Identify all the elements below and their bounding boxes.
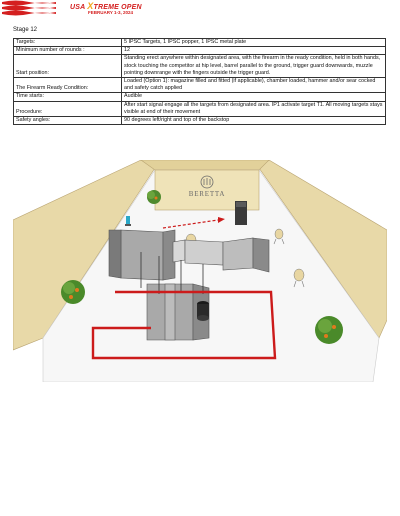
info-value: After start signal engage all the targets from designated area. IP1 activate target T1. All moving targets stays visible at end of their movement xyxy=(122,101,386,116)
info-label: The Firearm Ready Condition: xyxy=(14,78,122,93)
stage-title: Stage 12 xyxy=(13,27,38,33)
info-label: Procedure: xyxy=(14,101,122,116)
info-label: Targets: xyxy=(14,39,122,47)
stage-info-table xyxy=(13,38,386,125)
info-row xyxy=(14,78,386,93)
info-value: 5 IPSC Targets, 1 IPSC popper, 1 IPSC metal plate xyxy=(122,39,386,47)
backstop-wall xyxy=(141,160,269,170)
tree-right-icon xyxy=(315,316,343,344)
info-row xyxy=(14,55,386,78)
info-row xyxy=(14,39,386,47)
info-row xyxy=(14,47,386,55)
usa-flag-logo-icon xyxy=(2,0,56,16)
info-value: Audible xyxy=(122,93,386,101)
info-label: Start position: xyxy=(14,55,122,78)
info-row xyxy=(14,117,386,125)
info-label: Safety angles: xyxy=(14,117,122,125)
beretta-logo-text: BERETTA xyxy=(188,190,226,198)
tree-back-left-icon xyxy=(147,190,161,204)
info-value: 12 xyxy=(122,47,386,55)
stage-diagram xyxy=(13,160,387,382)
info-value: Standing erect anywhere within designated area, with the firearm in the ready condition, held in both hands, stock touching the competitor at hip level, barrel parallel to the ground, trigger guard downwards, muzzle pointing downrange with the fingers outside the trigger guard. xyxy=(122,55,386,78)
tree-left-icon xyxy=(61,280,85,304)
info-label: Time starts: xyxy=(14,93,122,101)
info-row xyxy=(14,101,386,116)
event-logo-date: FEBRUARY 1-3, 2024 xyxy=(88,10,134,15)
info-row xyxy=(14,93,386,101)
page-header xyxy=(0,0,400,22)
info-label: Minimum number of rounds : xyxy=(14,47,122,55)
event-logo-title: USA XTREME OPEN xyxy=(70,1,142,11)
info-value: 90 degrees left/right and top of the backstop xyxy=(122,117,386,125)
barrel-prop-icon xyxy=(197,301,209,321)
target-ipsc-back-icon xyxy=(235,201,247,225)
info-value: Loaded (Option 1): magazine filled and fitted (if applicable), chamber loaded, hammer and/or sear cocked and safety catch applied xyxy=(122,78,386,93)
